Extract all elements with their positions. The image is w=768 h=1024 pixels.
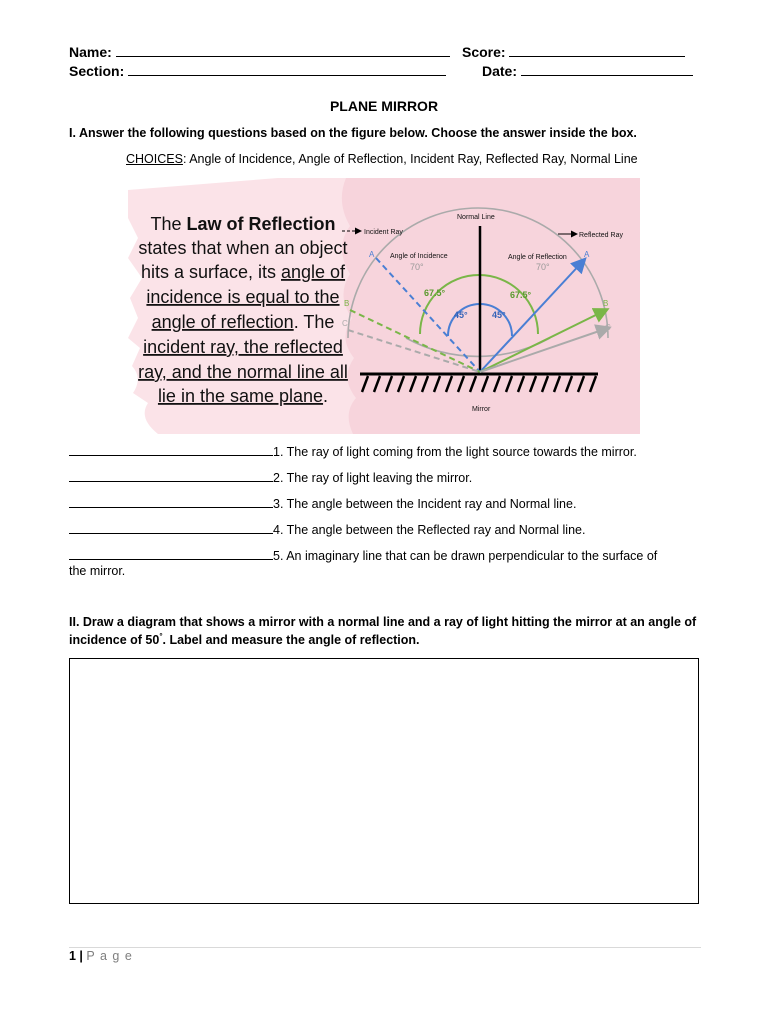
angle-incidence-label: Angle of Incidence [390,253,448,260]
answer-blank-5[interactable] [69,547,273,560]
law-of-reflection-figure [128,178,640,434]
page-title: PLANE MIRROR [329,98,439,114]
question-5 [69,547,657,563]
answer-blank-3[interactable] [69,495,273,508]
ray-a-right: A [584,250,590,259]
ray-c-left: C [342,319,348,328]
question-1-text: 1. The ray of light coming from the light source towards the mirror. [273,445,637,459]
angle-675-right: 67.5° [510,290,532,300]
ray-b-right: B [603,299,609,308]
date-label: Date: [482,63,518,79]
question-3 [69,495,576,511]
ray-c-right: C [605,323,611,332]
answer-blank-4[interactable] [69,521,273,534]
ray-a-left: A [369,250,375,259]
score-row [462,44,702,60]
question-2 [69,469,472,485]
part2-instruction-line1: II. Draw a diagram that shows a mirror with a normal line and a ray of light hitting the mirror at an angle of [69,615,697,629]
mirror-label: Mirror [472,406,491,413]
section-row [69,63,464,79]
name-blank[interactable] [116,44,450,57]
answer-blank-1[interactable] [69,443,273,456]
footer-rule [69,947,701,948]
page-word: P a g e [86,949,133,963]
section-blank[interactable] [128,63,446,76]
law-line-1: The Law of Reflection [150,214,336,234]
angle-45-right: 45° [492,310,506,320]
angle-70-right: 70° [536,262,550,272]
score-blank[interactable] [509,44,685,57]
choices-label: CHOICES [126,152,183,166]
name-row [69,44,464,60]
incident-ray-label: Incident Ray [364,229,403,236]
question-3-text: 3. The angle between the Incident ray and Normal line. [273,497,577,511]
figure-svg [128,178,640,434]
law-line-8: lie in the same plane. [157,386,329,406]
law-line-6: incident ray, the reflected [143,337,343,357]
law-line-3: hits a surface, its angle of [140,262,346,282]
law-line-4: incidence is equal to the [146,287,340,307]
law-line-7: ray, and the normal line all [138,362,348,382]
name-label: Name: [69,44,112,60]
choices-text: : Angle of Incidence, Angle of Reflection, Incident Ray, Reflected Ray, Normal Line [182,152,638,166]
question-5-continuation: the mirror. [69,564,126,578]
angle-reflection-label: Angle of Reflection [508,254,567,261]
ray-b-left: B [344,299,350,308]
question-2-text: 2. The ray of light leaving the mirror. [273,471,473,485]
normal-line-label: Normal Line [457,214,495,221]
page-number: 1 [69,949,76,963]
section-label: Section: [69,63,125,79]
choices-line [126,152,638,166]
angle-70-left: 70° [410,262,424,272]
score-label: Score: [462,44,506,60]
law-line-2: states that when an object [138,238,348,258]
date-blank[interactable] [521,63,693,76]
date-row [482,63,702,79]
angle-45-left: 45° [454,310,468,320]
reflected-ray-label: Reflected Ray [579,232,623,239]
question-5-text: 5. An imaginary line that can be drawn perpendicular to the surface of [273,549,658,563]
angle-675-left: 67.5° [424,288,446,298]
answer-blank-2[interactable] [69,469,273,482]
question-4-text: 4. The angle between the Reflected ray and Normal line. [273,523,586,537]
part2-instruction-line2: incidence of 50°. Label and measure the angle of reflection. [69,632,420,648]
question-4 [69,521,585,537]
page-footer [69,949,133,963]
part1-instruction: I. Answer the following questions based on the figure below. Choose the answer inside the box. [69,126,637,140]
drawing-answer-box[interactable] [69,658,699,904]
question-1 [69,443,637,459]
page-separator: | [75,949,87,963]
law-line-5: angle of reflection. The [151,312,335,332]
